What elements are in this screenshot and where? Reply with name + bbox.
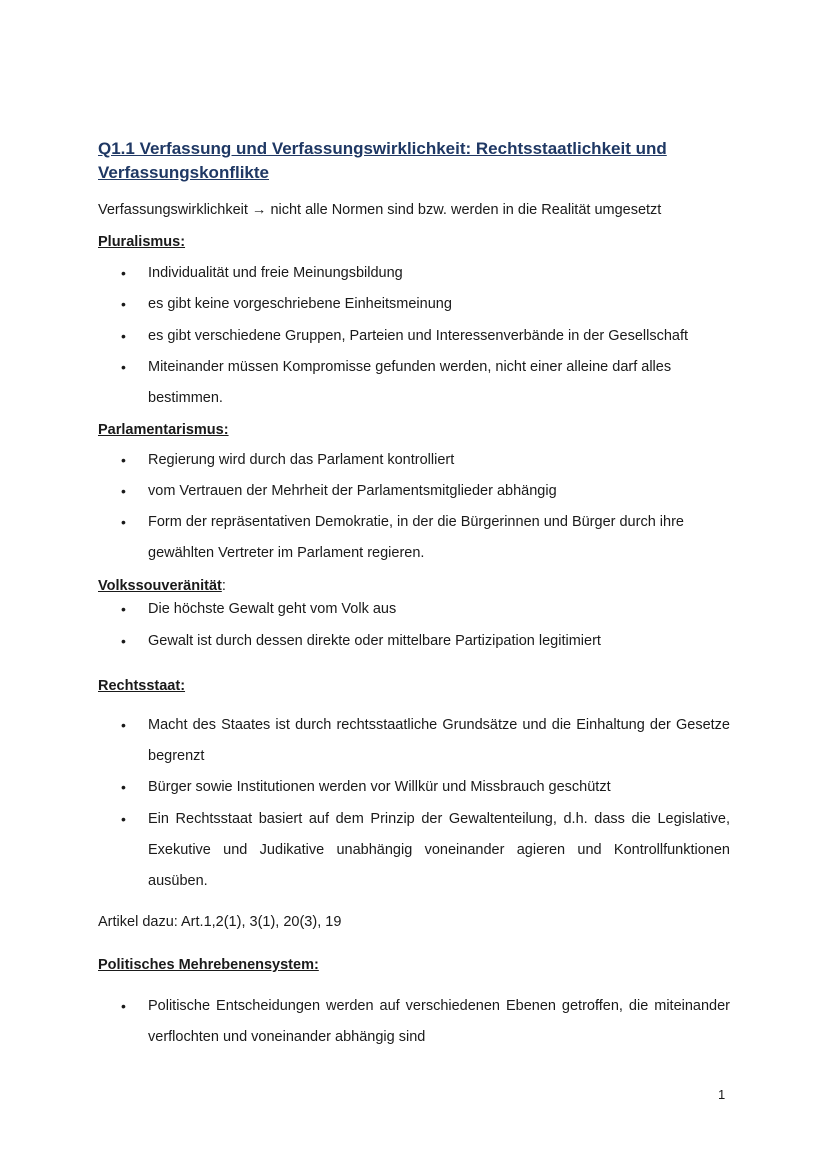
list-item: • Ein Rechtsstaat basiert auf dem Prinzip der Gewaltenteilung, d.h. dass die Legislative, Exekutive und Judikative unabhängig voneinander agieren und Kontrollfunktionen ausüben. <box>148 804 730 897</box>
page-number: 1 <box>718 1087 726 1102</box>
intro-text: Verfassungswirklichkeit → nicht alle Normen sind bzw. werden in die Realität umgesetzt <box>98 202 662 218</box>
bullet-icon: • <box>121 514 126 530</box>
bullet-icon: • <box>121 328 126 344</box>
list-item: • vom Vertrauen der Mehrheit der Parlamentsmitglieder abhängig <box>148 476 730 507</box>
list-item: • es gibt keine vorgeschriebene Einheitsmeinung <box>148 289 730 320</box>
bullet-icon: • <box>121 717 126 733</box>
list-item: • Individualität und freie Meinungsbildung <box>148 258 730 289</box>
document-title: Q1.1 Verfassung und Verfassungswirklichkeit: Rechtsstaatlichkeit und Verfassungskonflikte <box>98 139 667 182</box>
list-item: • Bürger sowie Institutionen werden vor Willkür und Missbrauch geschützt <box>148 772 730 803</box>
heading-rechtsstaat: Rechtsstaat: <box>98 678 186 694</box>
list-item: • Politische Entscheidungen werden auf verschiedenen Ebenen getroffen, die miteinander verflochten und voneinander abhängig sind <box>148 991 730 1053</box>
bullet-icon: • <box>121 811 126 827</box>
heading-mehrebenensystem: Politisches Mehrebenensystem: <box>98 957 319 973</box>
list-item: • Macht des Staates ist durch rechtsstaatliche Grundsätze und die Einhaltung der Gesetze begrenzt <box>148 710 730 772</box>
bullet-icon: • <box>121 359 126 375</box>
bullet-icon: • <box>121 779 126 795</box>
list-item: • Form der repräsentativen Demokratie, in der die Bürgerinnen und Bürger durch ihre gewählten Vertreter im Parlament regieren. <box>148 507 728 569</box>
artikel-text: Artikel dazu: Art.1,2(1), 3(1), 20(3), 19 <box>98 914 342 930</box>
bullet-icon: • <box>121 998 126 1014</box>
heading-volkssouveraenitaet: Volkssouveränität: <box>98 578 226 594</box>
bullet-icon: • <box>121 601 126 617</box>
bullet-icon: • <box>121 483 126 499</box>
list-item: • Gewalt ist durch dessen direkte oder mittelbare Partizipation legitimiert <box>148 626 730 657</box>
list-item: • es gibt verschiedene Gruppen, Parteien und Interessenverbände in der Gesellschaft <box>148 321 730 352</box>
bullet-icon: • <box>121 265 126 281</box>
bullet-icon: • <box>121 296 126 312</box>
heading-pluralismus: Pluralismus: <box>98 234 186 250</box>
bullet-icon: • <box>121 452 126 468</box>
heading-parlamentarismus: Parlamentarismus: <box>98 422 229 438</box>
bullet-icon: • <box>121 633 126 649</box>
list-item: • Regierung wird durch das Parlament kontrolliert <box>148 445 730 476</box>
list-item: • Die höchste Gewalt geht vom Volk aus <box>148 594 730 625</box>
list-item: • Miteinander müssen Kompromisse gefunden werden, nicht einer alleine darf alles bestimmen. <box>148 352 718 414</box>
